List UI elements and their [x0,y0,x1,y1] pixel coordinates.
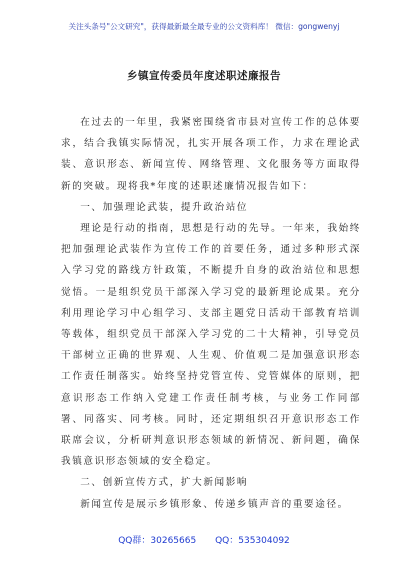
section-paragraph-2: 新闻宣传是展示乡镇形象、传递乡镇声音的重要途径。 [80,498,349,510]
header-banner: 关注头条号"公文研究"，获得最新最全最专业的公文资料库！ 微信：gongwenyj [68,22,340,31]
section-heading-2: 二、创新宣传方式，扩大新闻影响 [80,477,249,489]
footer-contact [0,533,408,546]
document-body [61,112,361,515]
qq-number: QQ：535304092 [215,536,290,546]
qq-group: QQ群：30265665 [118,536,197,546]
section-paragraph-1: 理论是行动的指南，思想是行动的先导。一年来，我始终把加强理论武装作为宣传工作的首要任务，通过多种形式深入学习党的路线方针政策，不断提升自身的政治站位和思想觉悟。一是组织党员干部深入学习党的最新理论成果。充分利用理论学习中心组学习、支部主题党日活动干部教育培训等载体，组织党员干部深入学习党的二十大精神，引导党员干部树立正确的世界观、人生观、价值观二是加强意识形态工作责任制落实。始终坚持党管宣传、党管媒体的原则，把意识形态工作纳入党建工作责任制考核，与业务工作同部署、同落实、同考核。同时，还定期组织召开意识形态工作联席会议，分析研判意识形态领域的新情况、新问题，确保我镇意识形态领域的安全稳定。 [61,223,361,468]
page-title: 乡镇宣传委员年度述职述廉报告 [127,70,281,82]
intro-paragraph: 在过去的一年里，我紧密围绕省市县对宣传工作的总体要求，结合我镇实际情况，扎实开展各项工作，力求在理论武装、意识形态、新闻宣传、网络管理、文化服务等方面取得新的突破。现将我*年度的述职述廉情况报告如下： [61,117,361,192]
section-heading-1: 一、加强理论武装，提升政治站位 [80,201,249,213]
